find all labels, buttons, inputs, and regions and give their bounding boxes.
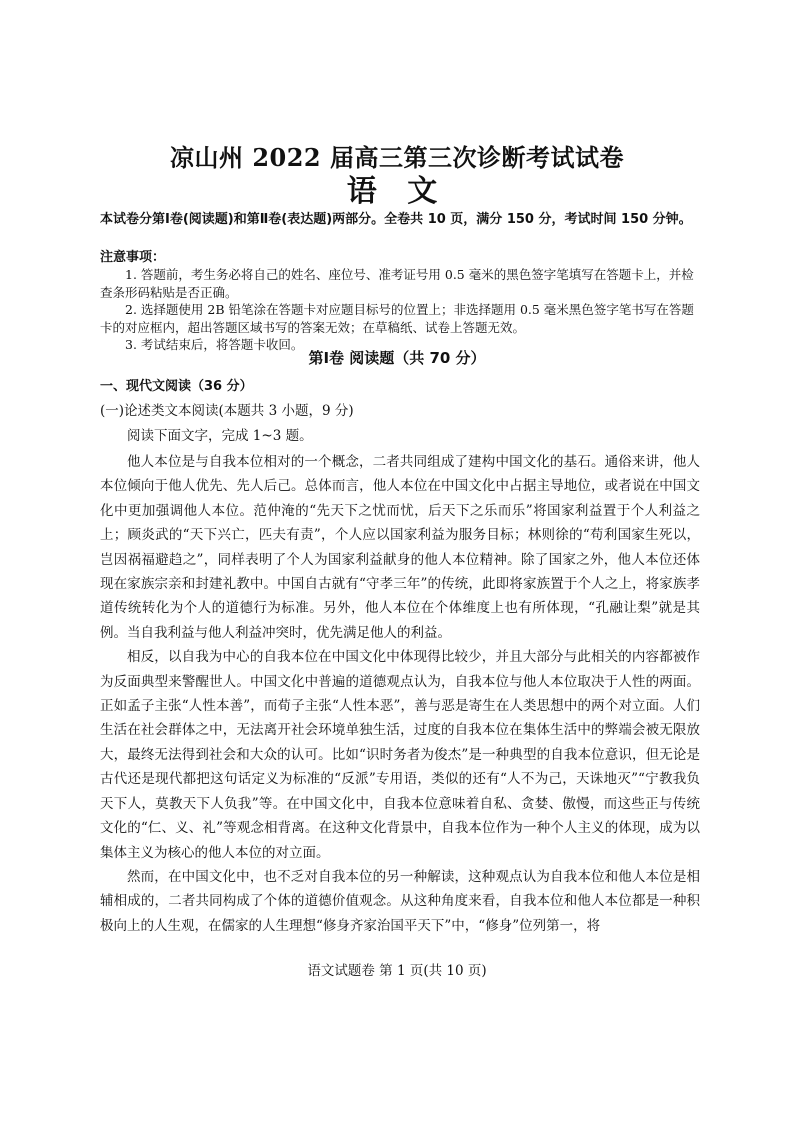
notes-heading: 注意事项： [100, 250, 166, 265]
passage-paragraph: 然而，在中国文化中，也不乏对自我本位的另一种解读，这种观点认为自我本位和他人本位是相辅相成的，二者共同构成了个体的道德价值观念。从这种角度来看，自我本位和他人本位都是一种积极向上的人生观，在儒家的人生理想“修身齐家治国平天下”中，“修身”位列第一，将 [100, 868, 700, 934]
note-item: 2. 选择题使用 2B 铅笔涂在答题卡对应题目标号的位置上；非选择题用 0.5 毫米黑色签字笔书写在答题卡的对应框内，超出答题区域书写的答案无效；在草稿纸、试卷上答题无效。 [100, 302, 694, 335]
notes-list [100, 266, 700, 354]
reading-passage [100, 450, 700, 938]
exam-intro: 本试卷分第Ⅰ卷(阅读题)和第Ⅱ卷(表达题)两部分。全卷共 10 页，满分 150 分，考试时间 150 分钟。 [100, 212, 692, 227]
exam-title: 凉山州 2022 届高三第三次诊断考试试卷 [169, 143, 624, 172]
page-footer: 语文试题卷 第 1 页(共 10 页) [307, 963, 487, 979]
section-title: 一、现代文阅读（36 分） [100, 379, 253, 394]
note-item: 3. 考试结束后，将答题卡收回。 [125, 337, 304, 352]
reading-instruction: 阅读下面文字，完成 1~3 题。 [127, 428, 313, 444]
passage-paragraph: 相反，以自我为中心的自我本位在中国文化中体现得比较少，并且大部分与此相关的内容都被作为反面典型来警醒世人。中国文化中普遍的道德观点认为，自我本位与他人本位取决于人性的两面。正如孟子主张“人性本善”，而荀子主张“人性本恶”，善与恶是寄生在人类思想中的两个对立面。人们生活在社会群体之中，无法离开社会环境单独生活，过度的自我本位在集体生活中的弊端会被无限放大，最终无法得到社会和大众的认可。比如“识时务者为俊杰”是一种典型的自我本位意识，但无论是古代还是现代都把这句话定义为标准的“反派”专用语，类似的还有“人不为己，天诛地灭”“宁教我负天下人，莫教天下人负我”等。在中国文化中，自我本位意味着自私、贪婪、傲慢，而这些正与传统文化的“仁、义、礼”等观念相背离。在这种文化背景中，自我本位作为一种个人主义的体现，成为以集体主义为核心的他人本位的对立面。 [100, 649, 700, 861]
part-title: 第Ⅰ卷 阅读题（共 70 分） [308, 349, 486, 367]
subject-title: 语 文 [346, 174, 448, 209]
note-item: 1. 答题前，考生务必将自己的姓名、座位号、准考证号用 0.5 毫米的黑色签字笔填写在答题卡上，并检查条形码粘贴是否正确。 [100, 267, 694, 300]
subsection-title: (一)论述类文本阅读(本题共 3 小题，9 分) [100, 403, 354, 419]
passage-paragraph: 他人本位是与自我本位相对的一个概念，二者共同组成了建构中国文化的基石。通俗来讲，他人本位倾向于他人优先、先人后己。总体而言，他人本位在中国文化中占据主导地位，或者说在中国文化中更加强调他人本位。范仲淹的“先天下之忧而忧，后天下之乐而乐”将国家利益置于个人利益之上；顾炎武的“天下兴亡，匹夫有责”，个人应以国家利益为服务目标；林则徐的“苟利国家生死以，岂因祸福避趋之”，同样表明了个人为国家利益献身的他人本位精神。除了国家之外，他人本位还体现在家族宗亲和封建礼教中。中国自古就有“守孝三年”的传统，此即将家族置于个人之上，将家族孝道传统转化为个人的道德行为标准。另外，他人本位在个体维度上也有所体现，“孔融让梨”就是其例。当自我利益与他人利益冲突时，优先满足他人的利益。 [100, 454, 700, 641]
